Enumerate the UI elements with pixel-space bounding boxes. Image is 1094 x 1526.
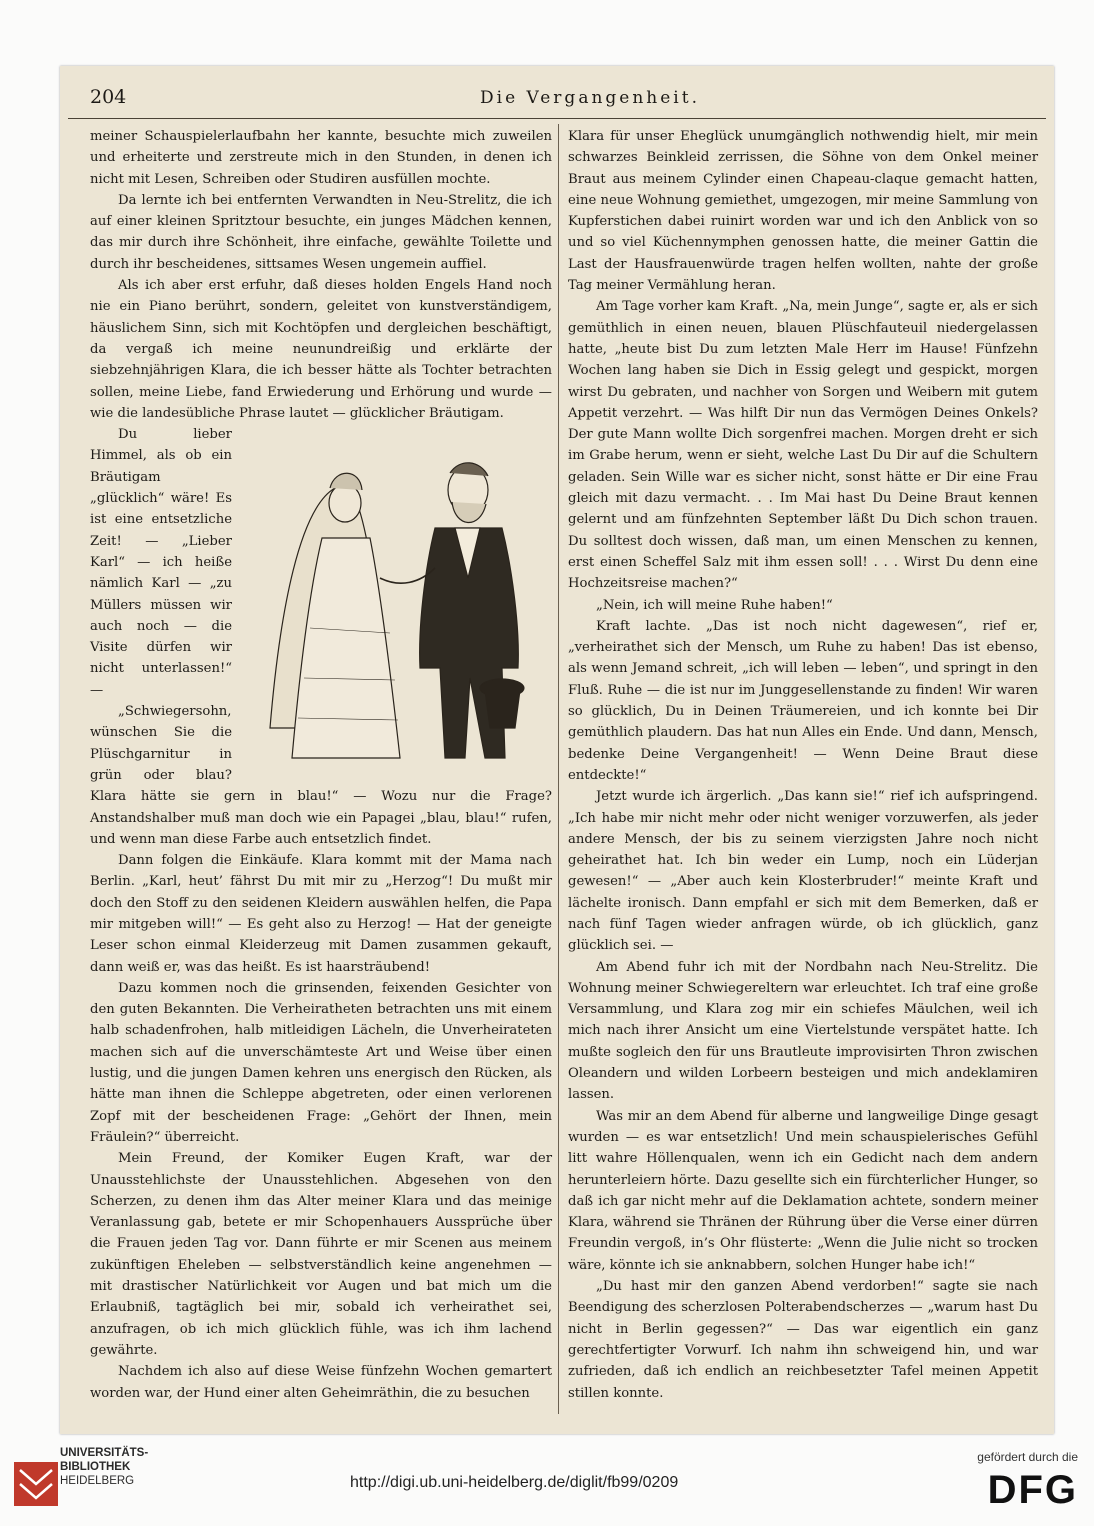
footer: [0, 1440, 1094, 1526]
wedding-couple-illustration: [240, 428, 552, 768]
paragraph: Du lieber Himmel, als ob ein Bräutigam „glücklich“ wäre! Es ist eine entsetzliche Zeit! — „Lieber Karl“ — ich heiße nämlich Karl — „zu Müllers müssen wir auch noch — die Visite dürfen wir nicht unterlassen!“ —: [90, 427, 232, 698]
paragraph: Jetzt wurde ich ärgerlich. „Das kann sie!“ rief ich aufspringend. „Ich habe mir nicht mehr oder nicht weniger vorzuwerfen, als jeder andere Mensch, der bis zu seinem vierzigsten Jahre noch nicht geheirathet hat. Ich bin weder ein Lump, noch ein Lüderjan gewesen!“ — „Aber auch kein Klosterbruder!“ meinte Kraft und lächelte ironisch. Dann empfahl er sich mit dem Bemerken, daß er nach fünf Tagen wieder anfragen würde, ob ich glücklich, ganz glücklich sei. —: [568, 789, 1038, 954]
right-column: [568, 126, 1038, 1404]
paragraph: „Nein, ich will meine Ruhe haben!“: [596, 597, 833, 613]
header-rule: [68, 118, 1046, 119]
library-line-1: UNIVERSITÄTS-: [60, 1447, 149, 1459]
paragraph: meiner Schauspielerlaufbahn her kannte, besuchte mich zuweilen und erheiterte und zerstreute mich in den Stunden, in denen ich nicht mit Lesen, Schreiben oder Studiren ausfüllen mochte.: [90, 129, 552, 187]
column-divider: [558, 124, 559, 1414]
paragraph: Klara für unser Eheglück unumgänglich nothwendig hielt, mir mein schwarzes Beinkleid zerrissen, die Söhne von dem Onkel meiner Braut aus meinem Cylinder einen Chapeau-claque gemacht hatten, eine neue Wohnung gemiethet, umgezogen, mir meine Sammlung von Kupferstichen dabei ruinirt worden war und ich den Anblick von so und so viel Küchennymphen genossen hatte, die meiner Gattin die Last der Hausfrauenwürde tragen helfen wollten, nahte der große Tag meiner Vermählung heran.: [568, 129, 1038, 294]
paragraph: Am Tage vorher kam Kraft. „Na, mein Junge“, sagte er, als er sich gemüthlich in einen neuen, blauen Plüschfauteuil niedergelassen hatte, „heute bist Du zum letzten Male Herr im Hause! Fünfzehn Wochen lang haben sie Dich in Essig gelegt und gespickt, morgen wirst Du gebraten, und nachher von Sorgen und Weibern mit gutem Appetit verzehrt. — Was hilft Dir nun das Vermögen Deines Onkels? Der gute Mann wollte Dich sorgenfrei machen. Morgen dreht er sich im Grabe herum, wenn er sieht, welche Last Du Dir auf die Schultern geladen. Sein Wille war es sicher nicht, sonst hätte er Dir eine Frau gleich mit dazu vermacht. . . Im Mai hast Du Deine Braut kennen gelernt und am fünfzehnten September läßt Du Dich schon trauen. Du solltest doch wissen, daß man, um einen Menschen zu kennen, erst einen Scheffel Salz mit ihm essen soll! . . . Wirst Du denn eine Hochzeitsreise machen?“: [568, 299, 1038, 592]
paragraph: Kraft lachte. „Das ist noch nicht dagewesen“, rief er, „verheirathet sich der Mensch, um Ruhe zu haben! Das ist ebenso, als wenn Jemand schreit, „ich will leben — leben“, und springt in den Fluß. Ruhe — die ist nur im Junggesellenstande zu finden! Wir waren so glücklich, Du in Deinen Träumereien, und ich konnte bei Dir gemüthlich plaudern. Das hat nun Alles ein Ende. Und dann, Mensch, bedenke Deine Vergangenheit! — Wenn Deine Braut diese entdeckte!“: [568, 618, 1038, 783]
paragraph: Was mir an dem Abend für alberne und langweilige Dinge gesagt wurden — es war entsetzlich! Und mein schauspielerisches Gefühl litt wahre Höllenqualen, wenn ich ein Gedicht nach dem andern herunterleiern hörte. Dazu gesellte sich ein fürchterlicher Hunger, so daß ich gar nicht mehr auf die Deklamation achtete, sondern meiner Klara, während sie Thränen der Rührung über die Verse einer dürren Freundin vergoß, in’s Ohr flüsterte: „Wenn die Julie nicht so trocken wäre, könnte ich sie anknabbern, solchen Hunger habe ich!“: [568, 1108, 1038, 1273]
paragraph: „Schwiegersohn, wünschen Sie die Plüschgarnitur in grün oder blau? Klara hätte sie gern in blau!“ — Wozu nur die Frage? Anstandshalber muß man doch wie ein Papagei „blau, blau!“ rufen, und wenn man diese Farbe auch entsetzlich findet.: [90, 704, 552, 847]
paragraph: „Du hast mir den ganzen Abend verdorben!“ sagte sie nach Beendigung des scherzlosen Polterabendscherzes — „warum hast Du nicht in Berlin gegessen?“ — Das war eigentlich ein ganz gerechtfertigter Vorwurf. Ich nahm ihn schweigend hin, und war zufrieden, daß ich endlich an reichbesetzter Tafel meinen Appetit stillen konnte.: [568, 1279, 1038, 1401]
library-line-3: HEIDELBERG: [60, 1475, 135, 1487]
paragraph: Am Abend fuhr ich mit der Nordbahn nach Neu-Strelitz. Die Wohnung meiner Schwiegereltern war erleuchtet. Ich traf eine große Versammlung, und Klara zog mir ein schiefes Mäulchen, weil ich mich nach ihrer Ansicht um eine Viertelstunde verspätet hatte. Ich mußte sogleich den für uns Brautleute improvisirten Thron zwischen Oleandern und wilden Lorbeern besteigen und mich andeklamiren lassen.: [568, 959, 1038, 1103]
paragraph: Mein Freund, der Komiker Eugen Kraft, war der Unausstehlichste der Unausstehlichen. Abgesehen von den Scherzen, zu denen ihm das Alter meiner Klara und das meinige Veranlassung gab, betete er mir Schopenhauers Aussprüche über die Frauen jeden Tag vor. Dann führte er mir Scenen aus meinem zukünftigen Eheleben — selbstverständlich keine angenehmen — mit drastischer Natürlichkeit vor Augen und bat mich um die Erlaubniß, tagtäglich bei mir, sobald ich verheirathet sei, anzufragen, ob ich mich glücklich fühle, was ich ihm lachend gewährte.: [90, 1151, 552, 1358]
left-column-top: [90, 126, 552, 424]
page-number: 204: [90, 86, 127, 108]
sponsor-label: gefördert durch die: [977, 1450, 1078, 1464]
left-column-bottom: [90, 850, 552, 1404]
library-name: [60, 1446, 148, 1488]
paragraph: Nachdem ich also auf diese Weise fünfzehn Wochen gemartert worden war, der Hund einer alten Geheimräthin, die zu besuchen: [90, 1364, 552, 1401]
paragraph: Dazu kommen noch die grinsenden, feixenden Gesichter von den guten Bekannten. Die Verheiratheten betrachten uns mit einem halb schadenfrohen, halb mitleidigen Lächeln, die Unverheirateten machen sich auf die unverschämteste Art und Weise über einen lustig, und die jungen Damen kehren uns energisch den Rücken, als hätte man ihnen die Schleppe abgetreten, oder einen verlorenen Zopf mit der bescheidenen Frage: „Gehört der Ihnen, mein Fräulein?“ überreicht.: [90, 980, 552, 1145]
sponsor-block: [977, 1450, 1078, 1512]
scanned-page: [60, 66, 1054, 1434]
permalink[interactable]: http://digi.ub.uni-heidelberg.de/diglit/fb99/0209: [350, 1474, 679, 1491]
running-title: Die Vergangenheit.: [480, 88, 700, 108]
paragraph: Als ich aber erst erfuhr, daß dieses holden Engels Hand noch nie ein Piano berührt, sondern, geleitet von kunstverständigem, häuslichem Sinn, sich mit Kochtöpfen und dergleichen beschäftigt, da vergaß ich meine neunundreißig und erklärte der siebzehnjährigen Klara, die ich besser hätte als Tochter betrachten sollen, meine Liebe, fand Erwiederung und Erhörung und wurde — wie die landesübliche Phrase lautet — glücklicher Bräutigam.: [90, 278, 552, 421]
dfg-logo: DFG: [987, 1468, 1078, 1512]
paragraph: Dann folgen die Einkäufe. Klara kommt mit der Mama nach Berlin. „Karl, heut’ fährst Du mit mir zu „Herzog“! Du mußt mir doch den Stoff zu den seidenen Kleidern auswählen helfen, die Papa mir mitgeben will!“ — Es geht also zu Herzog! — Hat der geneigte Leser schon einmal Kleiderzeug mit Damen zusammen gekauft, dann weiß er, was das heißt. Es ist haarsträubend!: [90, 853, 552, 975]
illustration-wrap-block: [90, 424, 552, 850]
paragraph: Da lernte ich bei entfernten Verwandten in Neu-Strelitz, die ich auf einer kleinen Spritztour besuchte, ein junges Mädchen kennen, das mir durch ihre Schönheit, ihre einfache, gewählte Toilette und durch ihr bescheidenes, sittsames Wesen ungemein auffiel.: [90, 192, 552, 272]
bride-and-groom-drawing: [240, 428, 552, 768]
library-line-2: BIBLIOTHEK: [60, 1461, 131, 1473]
left-column: [90, 126, 552, 1404]
